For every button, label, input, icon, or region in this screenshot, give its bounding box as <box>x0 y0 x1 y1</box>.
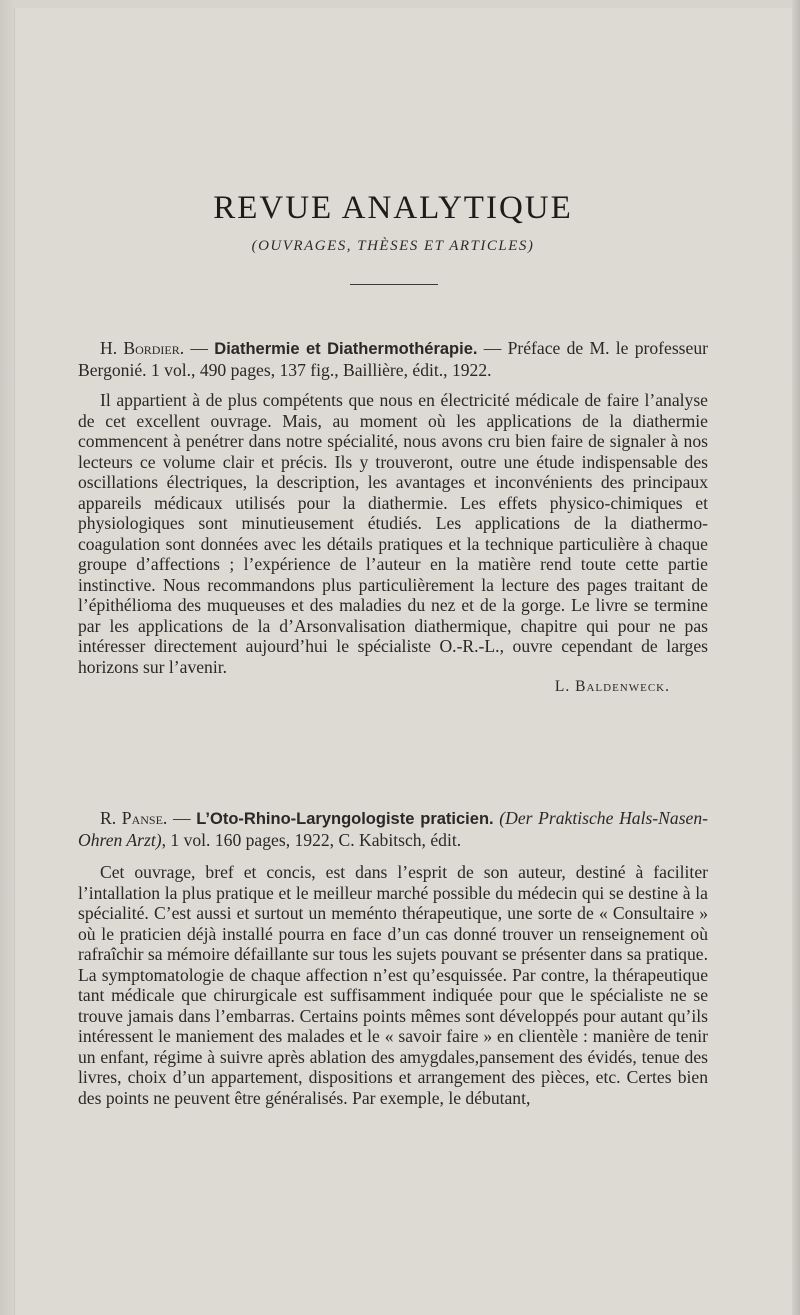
review-2-original-title: (Der Praktische Hals-Nasen-Ohren Arzt) <box>78 808 709 850</box>
review-1-dash: — <box>184 338 215 358</box>
page-title: REVUE ANALYTIQUE <box>213 190 573 226</box>
review-2-body: Cet ouvrage, bref et concis, est dans l’esprit de son auteur, destiné à faciliter l’intallation la plus pratique et le meilleur marché possible du médecin qui se destine à la spécialité. C’est aussi et surtout un meménto thérapeutique, une sorte de « Consultaire » où le praticien déjà installé pourra en face d’un cas donné trouver un renseignement où rafraîchir sa mémoire défaillante sur tous les sujets pouvant se présenter dans sa pratique. La symptomatologie de chaque affection n’est qu’esquissée. Par contre, la thérapeutique tant médicale que chirurgicale est suffisamment indiquée pour que le spécialiste ne se trouve jamais dans l’embarras. Certains points mêmes sont développés pour autant qu’ils intéressent le maniement des malades et le « savoir faire » en clientèle : manière de tenir un enfant, régime à suivre après ablation des amygdales,pansement des évidés, tenue des livres, choix d’un appartement, dispositions et arrangement des pièces, etc. Certes bien des points ne peuvent être généralisés. Par exemple, le débutant, <box>78 862 708 1108</box>
page-subtitle: (OUVRAGES, THÈSES ET ARTICLES) <box>251 238 535 254</box>
review-2-citation: , 1 vol. 160 pages, 1922, C. Kabitsch, édit. <box>161 829 462 850</box>
review-2-dash: — <box>167 808 197 828</box>
review-2 <box>78 808 708 1108</box>
review-1-heading <box>78 338 708 380</box>
review-1-book-title: Diathermie et Diathermothérapie. <box>214 340 478 358</box>
review-1-body: Il appartient à de plus compétents que nous en électricité médicale de faire l’analyse de cet excellent ouvrage. Mais, au moment où les applications de la diathermie commencent à penétrer dans notre spécialité, nous avons cru bien faire de signaler à nos lecteurs ce volume clair et précis. Ils y trouveront, outre une étude indispensable des oscillations électriques, la description, les avantages et inconvénients des principaux appareils médicaux utilisés pour la diathermie. Les effets physico-chimiques et physiologiques sont minutieusement étudiés. Les applications de la diathermo-coagulation sont données avec les détails pratiques et la technique particulière à chaque groupe d’affections ; l’expérience de l’auteur en la matière rend toute cette partie instinctive. Nous recommandons plus particulièrement la lecture des pages traitant de l’épithélioma des muqueuses et des maladies du nez et de la gorge. Le livre se termine par les applications de la d’Arsonvalisation diathermique, chapitre qui pour ne pas intéresser directement aujourd’hui le spécialiste O.-R.-L., ouvre cependant de larges horizons sur l’avenir. <box>78 390 708 677</box>
review-1 <box>78 338 708 698</box>
review-1-author: H. Bordier. <box>100 338 185 358</box>
page-edge-shadow <box>0 0 14 1315</box>
review-2-author: R. Panse. <box>100 808 168 828</box>
review-2-book-title: L’Oto-Rhino-Laryngologiste praticien. <box>196 810 494 828</box>
review-1-citation: — Préface de M. le professeur Bergonié. 1 vol., 490 pages, 137 fig., Baillière, édit., 1922. <box>78 338 708 380</box>
binding-strip <box>792 0 800 1315</box>
title-rule <box>350 284 438 285</box>
review-2-heading <box>78 808 708 850</box>
review-1-signature: L. Baldenweck. <box>554 678 670 695</box>
